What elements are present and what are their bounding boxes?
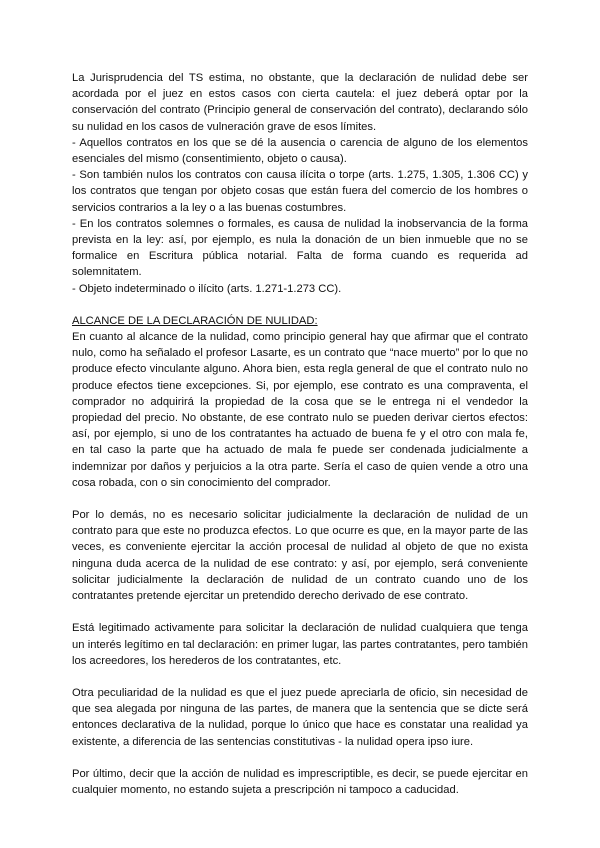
document-page <box>72 70 528 798</box>
paragraph-ex-officio: Otra peculiaridad de la nulidad es que el juez puede apreciarla de oficio, sin necesidad de que sea alegada por ninguna de las partes, de manera que la sentencia que se dicte será entonces declarativa de la nulidad, porque lo único que hace es constatar una realidad ya existente, a diferencia de las sentencias constitutivas - la nulidad opera ipso iure. <box>72 686 528 748</box>
spacer <box>72 297 528 313</box>
spacer <box>72 669 528 685</box>
paragraph-legitimation: Está legitimado activamente para solicitar la declaración de nulidad cualquiera que tenga un interés legítimo en tal declaración: en primer lugar, las partes contratantes, pero también los acreedores, los herederos de los contratantes, etc. <box>72 622 528 667</box>
section-paragraph: En cuanto al alcance de la nulidad, como principio general hay que afirmar que el contrato nulo, como ha señalado el profesor Lasarte, es un contrato que “nace muerto” por lo que no produce efecto vinculante alguno. Ahora bien, esta regla general de que el contrato nulo no produce efectos tiene excepciones. Si, por ejemplo, ese contrato es una compraventa, el comprador no adquirirá la propiedad de la cosa que se le entrega ni el vendedor la propiedad del precio. No obstante, de ese contrato nulo se pueden derivar ciertos efectos: así, por ejemplo, si uno de los contratantes ha actuado de buena fe y el otro con mala fe, en tal caso la parte que ha actuado de mala fe puede ser condenada judicialmente a indemnizar por daños y perjuicios a la otra parte. Sería el caso de quien vende a otro una cosa robada, con o sin conocimiento del comprador. <box>72 331 528 489</box>
bullet-item-formal-contracts: - En los contratos solemnes o formales, es causa de nulidad la inobservancia de la forma prevista en la ley: así, por ejemplo, es nula la donación de un bien inmueble que no se formalice en Escritura pública notarial. Falta de forma cuando es requerida ad solemnitatem. <box>72 217 528 279</box>
spacer <box>72 750 528 766</box>
intro-paragraph: La Jurisprudencia del TS estima, no obstante, que la declaración de nulidad debe ser acordada por el juez en estos casos con cierta cautela: el juez deberá optar por la conservación del contrato (Principio general de conservación del contrato), declarando sólo su nulidad en los casos de vulneración grave de esos límites. <box>72 72 528 133</box>
bullet-item-elements: - Aquellos contratos en los que se dé la ausencia o carencia de alguno de los elementos esenciales del mismo (consentimiento, objeto o causa). <box>72 136 528 166</box>
paragraph-imprescriptible: Por último, decir que la acción de nulidad es imprescriptible, es decir, se puede ejercitar en cualquier momento, no estando sujeta a prescripción ni tampoco a caducidad. <box>72 767 528 796</box>
spacer <box>72 491 528 507</box>
section-heading: ALCANCE DE LA DECLARACIÓN DE NULIDAD: <box>72 314 318 327</box>
paragraph-judicial-request: Por lo demás, no es necesario solicitar judicialmente la declaración de nulidad de un contrato para que este no produzca efectos. Lo que ocurre es que, en la mayor parte de las veces, es conveniente ejercitar la acción procesal de nulidad al objeto de que no exista ninguna duda acerca de la nulidad de ese contrato: y así, por ejemplo, será conveniente solicitar judicialmente la declaración de nulidad de un contrato cuando uno de los contratantes pretende ejercitar un pretendido derecho derivado de ese contrato. <box>72 509 528 603</box>
bullet-item-object: - Objeto indeterminado o ilícito (arts. 1.271-1.273 CC). <box>72 282 342 295</box>
spacer <box>72 604 528 620</box>
bullet-item-illicit-cause: - Son también nulos los contratos con causa ilícita o torpe (arts. 1.275, 1.305, 1.306 CC) y los contratos que tengan por objeto cosas que están fuera del comercio de los hombres o servicios contrarios a la ley o a las buenas costumbres. <box>72 169 528 214</box>
